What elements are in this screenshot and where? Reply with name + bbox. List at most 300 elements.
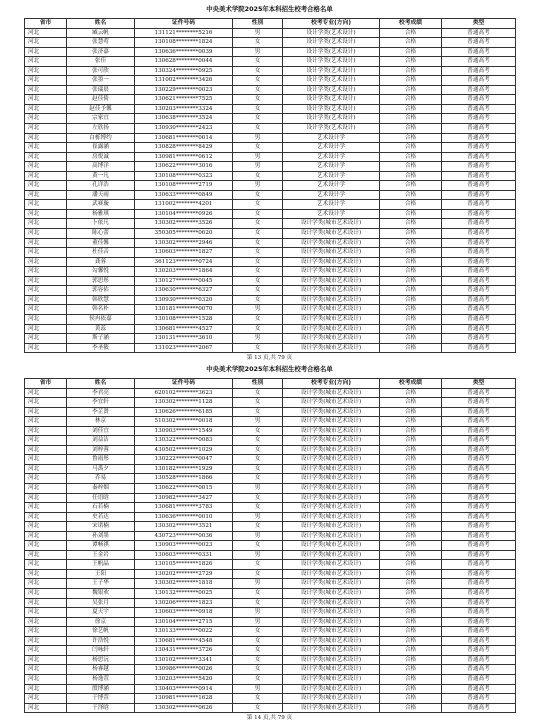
- cell-result: 合格: [380, 286, 442, 296]
- cell-name: 黄蕊: [67, 324, 135, 334]
- cell-province: 河北: [25, 267, 67, 277]
- cell-province: 河北: [25, 474, 67, 484]
- cell-major: 设计学类(城市艺术设计): [283, 436, 380, 446]
- table-row: [25, 267, 516, 277]
- cell-major: 设计学类(城市艺术设计): [283, 579, 380, 589]
- cell-major: 设计学类(艺术设计): [283, 76, 380, 86]
- cell-major: 设计学类(城市艺术设计): [283, 398, 380, 408]
- cell-major: 艺术设计学: [283, 162, 380, 172]
- cell-major: 设计学类(艺术设计): [283, 114, 380, 124]
- cell-name: 黄一凡: [67, 171, 135, 181]
- cell-name: 臧云帆: [67, 28, 135, 38]
- cell-province: 河北: [25, 305, 67, 315]
- cell-name: 陈心蕾: [67, 229, 135, 239]
- table-row: [25, 436, 516, 446]
- cell-id-number: 350305********0620: [135, 229, 233, 239]
- cell-gender: 女: [233, 627, 283, 637]
- cell-id-number: 130206********1823: [135, 598, 233, 608]
- cell-province: 河北: [25, 334, 67, 344]
- cell-gender: 女: [233, 257, 283, 267]
- cell-name: 卜依凡: [67, 219, 135, 229]
- table-row: [25, 694, 516, 704]
- cell-province: 河北: [25, 598, 67, 608]
- cell-result: 合格: [380, 257, 442, 267]
- cell-gender: 女: [233, 171, 283, 181]
- table-row: [25, 85, 516, 95]
- page-title: 中央美术学院2025年本科招生校考合格名单: [206, 5, 333, 13]
- cell-major: 艺术设计学: [283, 143, 380, 153]
- cell-name: 闫咏轩: [67, 646, 135, 656]
- cell-major: 设计学类(城市艺术设计): [283, 703, 380, 713]
- cell-type: 普通高考: [442, 655, 516, 665]
- cell-result: 合格: [380, 541, 442, 551]
- cell-gender: 女: [233, 674, 283, 684]
- cell-name: 徐艺帆: [67, 627, 135, 637]
- cell-province: 河北: [25, 76, 67, 86]
- cell-major: 设计学类(城市艺术设计): [283, 257, 380, 267]
- cell-gender: 女: [233, 407, 283, 417]
- cell-result: 合格: [380, 104, 442, 114]
- cell-name: 林京: [67, 417, 135, 427]
- cell-major: 设计学类(城市艺术设计): [283, 464, 380, 474]
- cell-province: 河北: [25, 589, 67, 599]
- cell-type: 普通高考: [442, 579, 516, 589]
- cell-gender: 男: [233, 531, 283, 541]
- cell-id-number: 130302********2946: [135, 238, 233, 248]
- cell-province: 河北: [25, 522, 67, 532]
- cell-gender: 男: [233, 305, 283, 315]
- cell-type: 普通高考: [442, 238, 516, 248]
- table-row: [25, 474, 516, 484]
- cell-major: 设计学类(城市艺术设计): [283, 493, 380, 503]
- cell-gender: 女: [233, 267, 283, 277]
- cell-name: 孔详浩: [67, 181, 135, 191]
- cell-id-number: 130127********0045: [135, 276, 233, 286]
- cell-result: 合格: [380, 66, 442, 76]
- cell-gender: 男: [233, 334, 283, 344]
- cell-type: 普通高考: [442, 276, 516, 286]
- cell-name: 潘天雨: [67, 190, 135, 200]
- cell-gender: 女: [233, 703, 283, 713]
- cell-result: 合格: [380, 95, 442, 105]
- cell-name: 韩欣慧: [67, 295, 135, 305]
- cell-name: 乔易: [67, 474, 135, 484]
- table-row: [25, 305, 516, 315]
- cell-type: 普通高考: [442, 38, 516, 48]
- cell-result: 合格: [380, 694, 442, 704]
- cell-name: 赵佳倚: [67, 95, 135, 105]
- table-row: [25, 703, 516, 713]
- cell-type: 普通高考: [442, 674, 516, 684]
- header-province: 省市: [25, 19, 67, 29]
- page-footer: 第 13 页,共 79 页: [246, 355, 293, 362]
- cell-type: 普通高考: [442, 124, 516, 134]
- cell-province: 河北: [25, 133, 67, 143]
- table-row: [25, 407, 516, 417]
- cell-id-number: 130302********0626: [135, 703, 233, 713]
- cell-province: 河北: [25, 257, 67, 267]
- cell-name: 白栎博约: [67, 133, 135, 143]
- cell-result: 合格: [380, 229, 442, 239]
- cell-name: 宋诺楠: [67, 522, 135, 532]
- table-row: [25, 181, 516, 191]
- cell-result: 合格: [380, 334, 442, 344]
- cell-major: 设计学类(城市艺术设计): [283, 324, 380, 334]
- table-row: [25, 655, 516, 665]
- cell-id-number: 130626********6185: [135, 407, 233, 417]
- cell-type: 普通高考: [442, 522, 516, 532]
- cell-province: 河北: [25, 47, 67, 57]
- cell-province: 河北: [25, 388, 67, 398]
- header-province: 省市: [25, 379, 67, 389]
- cell-province: 河北: [25, 28, 67, 38]
- cell-gender: 女: [233, 493, 283, 503]
- cell-province: 河北: [25, 95, 67, 105]
- cell-major: 设计学类(艺术设计): [283, 57, 380, 67]
- cell-type: 普通高考: [442, 209, 516, 219]
- cell-name: 王子华: [67, 579, 135, 589]
- cell-name: 崔露涵: [67, 143, 135, 153]
- cell-result: 合格: [380, 579, 442, 589]
- cell-province: 河北: [25, 219, 67, 229]
- cell-gender: 女: [233, 209, 283, 219]
- cell-id-number: 130636********0039: [135, 47, 233, 57]
- cell-result: 合格: [380, 522, 442, 532]
- cell-result: 合格: [380, 512, 442, 522]
- cell-result: 合格: [380, 655, 442, 665]
- cell-major: 艺术设计学: [283, 200, 380, 210]
- table-row: [25, 398, 516, 408]
- cell-type: 普通高考: [442, 95, 516, 105]
- table-row: [25, 28, 516, 38]
- cell-major: 设计学类(城市艺术设计): [283, 407, 380, 417]
- cell-major: 设计学类(艺术设计): [283, 38, 380, 48]
- cell-gender: 男: [233, 684, 283, 694]
- cell-id-number: 130203********5420: [135, 674, 233, 684]
- table-header-row: [25, 19, 516, 29]
- cell-gender: 男: [233, 417, 283, 427]
- cell-province: 河北: [25, 684, 67, 694]
- cell-result: 合格: [380, 417, 442, 427]
- cell-result: 合格: [380, 295, 442, 305]
- cell-name: 于泽晗: [67, 703, 135, 713]
- cell-province: 河北: [25, 531, 67, 541]
- cell-gender: 女: [233, 286, 283, 296]
- cell-gender: 女: [233, 200, 283, 210]
- cell-province: 河北: [25, 560, 67, 570]
- cell-name: 斯子涵: [67, 334, 135, 344]
- cell-major: 设计学类(艺术设计): [283, 66, 380, 76]
- cell-gender: 女: [233, 560, 283, 570]
- cell-result: 合格: [380, 388, 442, 398]
- cell-province: 河北: [25, 436, 67, 446]
- table-row: [25, 257, 516, 267]
- cell-name: 李君亮: [67, 388, 135, 398]
- cell-result: 合格: [380, 598, 442, 608]
- cell-province: 河北: [25, 464, 67, 474]
- cell-gender: 女: [233, 66, 283, 76]
- cell-id-number: 130302********1128: [135, 398, 233, 408]
- cell-type: 普通高考: [442, 703, 516, 713]
- cell-name: 鲁雨彤: [67, 455, 135, 465]
- cell-major: 设计学类(城市艺术设计): [283, 569, 380, 579]
- cell-name: 王帆晶: [67, 560, 135, 570]
- cell-id-number: 130324********0925: [135, 66, 233, 76]
- table-row: [25, 493, 516, 503]
- cell-type: 普通高考: [442, 200, 516, 210]
- cell-name: 刘梓蓉: [67, 445, 135, 455]
- cell-type: 普通高考: [442, 474, 516, 484]
- cell-province: 河北: [25, 162, 67, 172]
- cell-result: 合格: [380, 171, 442, 181]
- cell-province: 河北: [25, 124, 67, 134]
- cell-gender: 女: [233, 238, 283, 248]
- cell-province: 河北: [25, 636, 67, 646]
- cell-gender: 女: [233, 445, 283, 455]
- cell-gender: 女: [233, 104, 283, 114]
- cell-result: 合格: [380, 608, 442, 618]
- cell-type: 普通高考: [442, 684, 516, 694]
- cell-province: 河北: [25, 646, 67, 656]
- cell-province: 河北: [25, 238, 67, 248]
- cell-type: 普通高考: [442, 76, 516, 86]
- table-row: [25, 295, 516, 305]
- cell-type: 普通高考: [442, 503, 516, 513]
- cell-result: 合格: [380, 503, 442, 513]
- cell-major: 艺术设计学: [283, 190, 380, 200]
- cell-result: 合格: [380, 143, 442, 153]
- cell-id-number: 130628********0044: [135, 57, 233, 67]
- cell-province: 河北: [25, 295, 67, 305]
- cell-type: 普通高考: [442, 257, 516, 267]
- cell-gender: 女: [233, 646, 283, 656]
- cell-result: 合格: [380, 267, 442, 277]
- table-row: [25, 484, 516, 494]
- cell-major: 设计学类(城市艺术设计): [283, 694, 380, 704]
- table-row: [25, 445, 516, 455]
- cell-type: 普通高考: [442, 617, 516, 627]
- cell-major: 设计学类(城市艺术设计): [283, 267, 380, 277]
- cell-name: 武赛璇: [67, 200, 135, 210]
- cell-id-number: 131002********4201: [135, 200, 233, 210]
- cell-result: 合格: [380, 57, 442, 67]
- cell-id-number: 130681********4527: [135, 324, 233, 334]
- cell-result: 合格: [380, 85, 442, 95]
- cell-name: 郭思彤: [67, 276, 135, 286]
- cell-gender: 男: [233, 47, 283, 57]
- cell-type: 普通高考: [442, 334, 516, 344]
- cell-gender: 女: [233, 85, 283, 95]
- cell-name: 杜佳音: [67, 248, 135, 258]
- cell-id-number: 130131********3610: [135, 334, 233, 344]
- table-row: [25, 276, 516, 286]
- table-row: [25, 550, 516, 560]
- cell-name: 杨睿越: [67, 665, 135, 675]
- cell-type: 普通高考: [442, 248, 516, 258]
- cell-type: 普通高考: [442, 531, 516, 541]
- cell-gender: 男: [233, 484, 283, 494]
- cell-id-number: 131121********5216: [135, 28, 233, 38]
- cell-type: 普通高考: [442, 57, 516, 67]
- cell-type: 普通高考: [442, 388, 516, 398]
- table-row: [25, 388, 516, 398]
- cell-type: 普通高考: [442, 219, 516, 229]
- cell-name: 杨逸萱: [67, 674, 135, 684]
- cell-province: 河北: [25, 114, 67, 124]
- cell-gender: 女: [233, 589, 283, 599]
- cell-id-number: 130603********1827: [135, 248, 233, 258]
- cell-result: 合格: [380, 493, 442, 503]
- cell-major: 设计学类(艺术设计): [283, 104, 380, 114]
- cell-type: 普通高考: [442, 305, 516, 315]
- cell-name: 许浩悦: [67, 636, 135, 646]
- cell-gender: 男: [233, 608, 283, 618]
- cell-id-number: 130108********1824: [135, 38, 233, 48]
- cell-major: 设计学类(城市艺术设计): [283, 560, 380, 570]
- cell-province: 河北: [25, 665, 67, 675]
- header-major: 校考专业(方向): [283, 19, 380, 29]
- cell-result: 合格: [380, 455, 442, 465]
- table-row: [25, 104, 516, 114]
- cell-type: 普通高考: [442, 229, 516, 239]
- cell-result: 合格: [380, 474, 442, 484]
- cell-id-number: 130930********0320: [135, 295, 233, 305]
- table-row: [25, 190, 516, 200]
- cell-id-number: 130202********2729: [135, 569, 233, 579]
- cell-name: 张慧莺: [67, 38, 135, 48]
- cell-major: 设计学类(城市艺术设计): [283, 503, 380, 513]
- table-body: [25, 28, 516, 353]
- cell-province: 河北: [25, 550, 67, 560]
- cell-result: 合格: [380, 219, 442, 229]
- cell-province: 河北: [25, 286, 67, 296]
- cell-major: 设计学类(城市艺术设计): [283, 388, 380, 398]
- cell-province: 河北: [25, 503, 67, 513]
- cell-province: 河北: [25, 85, 67, 95]
- cell-gender: 女: [233, 76, 283, 86]
- table-row: [25, 522, 516, 532]
- cell-result: 合格: [380, 248, 442, 258]
- cell-major: 设计学类(城市艺术设计): [283, 484, 380, 494]
- cell-province: 河北: [25, 248, 67, 258]
- table-row: [25, 646, 516, 656]
- cell-major: 设计学类(城市艺术设计): [283, 314, 380, 324]
- cell-province: 河北: [25, 181, 67, 191]
- cell-province: 河北: [25, 627, 67, 637]
- cell-type: 普通高考: [442, 445, 516, 455]
- cell-gender: 男: [233, 617, 283, 627]
- page-title: 中央美术学院2025年本科招生校考合格名单: [206, 365, 333, 373]
- cell-name: 史若达: [67, 512, 135, 522]
- cell-name: 殷博涵: [67, 684, 135, 694]
- cell-name: 房悦诚: [67, 152, 135, 162]
- results-table: [24, 18, 516, 353]
- table-row: [25, 66, 516, 76]
- cell-province: 河北: [25, 484, 67, 494]
- cell-result: 合格: [380, 445, 442, 455]
- table-header-row: [25, 379, 516, 389]
- cell-province: 河北: [25, 655, 67, 665]
- table-row: [25, 209, 516, 219]
- cell-result: 合格: [380, 665, 442, 675]
- cell-type: 普通高考: [442, 484, 516, 494]
- cell-name: 马禹夕: [67, 464, 135, 474]
- table-row: [25, 531, 516, 541]
- cell-gender: 男: [233, 181, 283, 191]
- cell-type: 普通高考: [442, 190, 516, 200]
- cell-gender: 女: [233, 388, 283, 398]
- cell-major: 设计学类(城市艺术设计): [283, 426, 380, 436]
- cell-gender: 女: [233, 57, 283, 67]
- table-row: [25, 238, 516, 248]
- cell-id-number: 130930********2423: [135, 124, 233, 134]
- cell-type: 普通高考: [442, 464, 516, 474]
- cell-result: 合格: [380, 569, 442, 579]
- cell-major: 设计学类(城市艺术设计): [283, 295, 380, 305]
- cell-result: 合格: [380, 426, 442, 436]
- table-row: [25, 627, 516, 637]
- cell-province: 河北: [25, 512, 67, 522]
- cell-result: 合格: [380, 305, 442, 315]
- cell-type: 普通高考: [442, 133, 516, 143]
- cell-id-number: 130403********0914: [135, 684, 233, 694]
- cell-id-number: 130302********1818: [135, 579, 233, 589]
- cell-id-number: 130203********3324: [135, 104, 233, 114]
- table-row: [25, 229, 516, 239]
- cell-name: 董佳馨: [67, 238, 135, 248]
- table-row: [25, 464, 516, 474]
- header-type: 类型: [442, 19, 516, 29]
- cell-result: 合格: [380, 238, 442, 248]
- cell-type: 普通高考: [442, 407, 516, 417]
- cell-result: 合格: [380, 617, 442, 627]
- table-row: [25, 417, 516, 427]
- cell-type: 普通高考: [442, 152, 516, 162]
- cell-major: 设计学类(城市艺术设计): [283, 674, 380, 684]
- cell-major: 设计学类(城市艺术设计): [283, 598, 380, 608]
- cell-gender: 女: [233, 569, 283, 579]
- cell-gender: 女: [233, 694, 283, 704]
- table-row: [25, 665, 516, 675]
- cell-id-number: 130986********0026: [135, 665, 233, 675]
- table-row: [25, 598, 516, 608]
- table-row: [25, 324, 516, 334]
- cell-name: 张墨一: [67, 76, 135, 86]
- cell-major: 设计学类(城市艺术设计): [283, 531, 380, 541]
- cell-major: 艺术设计学: [283, 171, 380, 181]
- cell-result: 合格: [380, 209, 442, 219]
- cell-result: 合格: [380, 276, 442, 286]
- cell-name: 李宜轩: [67, 398, 135, 408]
- cell-id-number: 130108********1528: [135, 314, 233, 324]
- cell-major: 设计学类(城市艺术设计): [283, 334, 380, 344]
- cell-major: 设计学类(艺术设计): [283, 28, 380, 38]
- cell-province: 河北: [25, 229, 67, 239]
- cell-name: 徐京: [67, 617, 135, 627]
- table-row: [25, 541, 516, 551]
- cell-gender: 男: [233, 162, 283, 172]
- cell-gender: 女: [233, 474, 283, 484]
- cell-name: 魏银欢: [67, 589, 135, 599]
- cell-gender: 女: [233, 455, 283, 465]
- cell-type: 普通高考: [442, 181, 516, 191]
- cell-province: 河北: [25, 569, 67, 579]
- cell-gender: 女: [233, 343, 283, 353]
- cell-result: 合格: [380, 343, 442, 353]
- cell-major: 设计学类(城市艺术设计): [283, 286, 380, 296]
- cell-gender: 女: [233, 295, 283, 305]
- cell-province: 河北: [25, 674, 67, 684]
